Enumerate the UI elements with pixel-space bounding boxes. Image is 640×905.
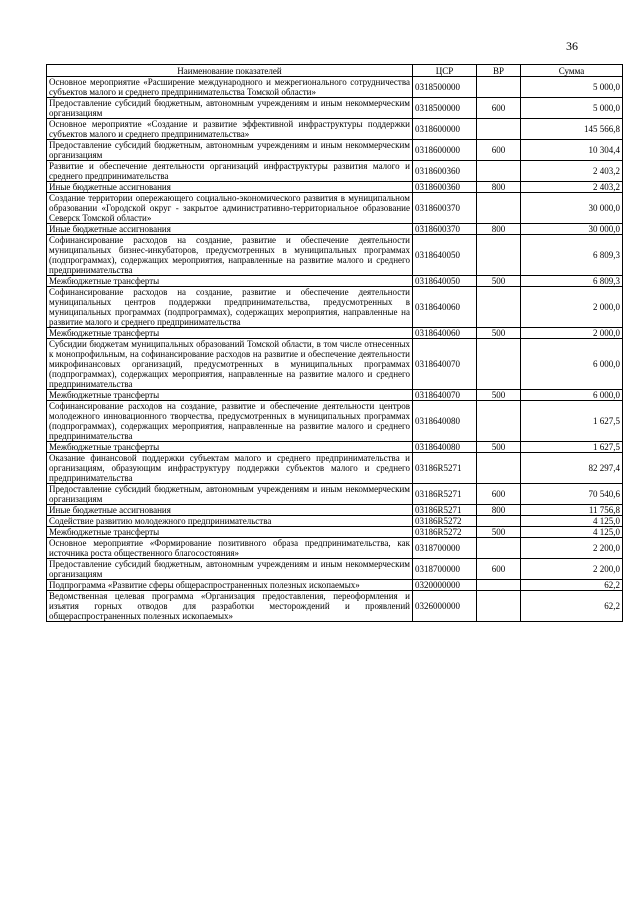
row-sum: 4 125,0 [521,527,623,538]
row-csr: 0318500000 [413,98,477,119]
row-sum: 62,2 [521,580,623,591]
table-row [47,287,623,328]
row-sum: 2 200,0 [521,538,623,559]
row-name: Софинансирование расходов на создание, развитие и обеспечение деятельности муниципальных центров поддержки предпринимательства, предусмотренных в муниципальных программах (подпрограммах), содержащих мероприятия, направленные на развитие малого и среднего предпринимательства [47,287,413,328]
row-vr: 800 [477,224,521,235]
row-name: Основное мероприятие «Расширение международного и межрегионального сотрудничества субъектов малого и среднего предпринимательства Томской области» [47,77,413,98]
row-name: Софинансирование расходов на создание, развитие и обеспечение деятельности центров молодежного инновационного творчества, предусмотренных в муниципальных программах (подпрограммах), содержащих мероприятия, направленные на развитие малого и среднего предпринимательства [47,401,413,442]
row-name: Межбюджетные трансферты [47,328,413,339]
table-row [47,119,623,140]
row-sum: 30 000,0 [521,193,623,224]
row-sum: 2 000,0 [521,328,623,339]
row-sum: 5 000,0 [521,98,623,119]
row-csr: 0318600370 [413,193,477,224]
row-vr: 600 [477,559,521,580]
row-sum: 6 809,3 [521,235,623,276]
row-name: Создание территории опережающего социально-экономического развития в муниципальном образовании «Городской округ - закрытое административно-территориальное образование Северск Томской области» [47,193,413,224]
row-csr: 0318600370 [413,224,477,235]
row-sum: 5 000,0 [521,77,623,98]
row-vr: 600 [477,98,521,119]
row-name: Предоставление субсидий бюджетным, автономным учреждениям и иным некоммерческим организациям [47,140,413,161]
row-csr: 0318640050 [413,235,477,276]
row-csr: 03186R5271 [413,453,477,484]
table-header-row [47,65,623,77]
row-vr: 600 [477,140,521,161]
table-row [47,276,623,287]
table-row [47,527,623,538]
row-vr [477,161,521,182]
row-name: Межбюджетные трансферты [47,442,413,453]
table-row [47,328,623,339]
table-row [47,182,623,193]
row-sum: 10 304,4 [521,140,623,161]
row-name: Предоставление субсидий бюджетным, автономным учреждениям и иным некоммерческим организациям [47,484,413,505]
row-name: Основное мероприятие «Создание и развитие эффективной инфраструктуры поддержки субъектов малого и среднего предпринимательства» [47,119,413,140]
row-vr: 500 [477,328,521,339]
table-row [47,193,623,224]
row-vr [477,580,521,591]
row-sum: 2 403,2 [521,161,623,182]
row-csr: 0318640060 [413,328,477,339]
row-csr: 03186R5271 [413,505,477,516]
row-vr: 800 [477,182,521,193]
row-sum: 6 000,0 [521,390,623,401]
header-sum: Сумма [521,65,623,77]
row-vr: 500 [477,390,521,401]
table-row [47,484,623,505]
row-name: Иные бюджетные ассигнования [47,505,413,516]
table-row [47,224,623,235]
row-vr [477,339,521,390]
row-sum: 2 200,0 [521,559,623,580]
row-csr: 0318600360 [413,182,477,193]
row-vr: 500 [477,527,521,538]
row-vr: 500 [477,276,521,287]
row-name: Основное мероприятие «Формирование позитивного образа предпринимательства, как источника роста общественного благосостояния» [47,538,413,559]
table-row [47,453,623,484]
row-sum: 82 297,4 [521,453,623,484]
row-sum: 1 627,5 [521,442,623,453]
row-csr: 0318700000 [413,538,477,559]
row-csr: 0318640060 [413,287,477,328]
row-vr [477,591,521,622]
header-name: Наименование показателей [47,65,413,77]
row-csr: 0318600000 [413,119,477,140]
budget-table [46,64,623,622]
row-vr [477,193,521,224]
row-name: Межбюджетные трансферты [47,527,413,538]
row-sum: 145 566,8 [521,119,623,140]
row-name: Предоставление субсидий бюджетным, автономным учреждениям и иным некоммерческим организациям [47,98,413,119]
row-vr [477,235,521,276]
table-row [47,339,623,390]
row-csr: 0318640070 [413,390,477,401]
row-name: Иные бюджетные ассигнования [47,182,413,193]
row-sum: 1 627,5 [521,401,623,442]
row-vr [477,287,521,328]
row-csr: 0318640070 [413,339,477,390]
table-row [47,580,623,591]
row-vr [477,401,521,442]
row-sum: 11 756,8 [521,505,623,516]
table-row [47,77,623,98]
row-name: Подпрограмма «Развитие сферы общераспространенных полезных ископаемых» [47,580,413,591]
row-name: Субсидии бюджетам муниципальных образований Томской области, в том числе отнесенных к монопрофильным, на софинансирование расходов на развитие и обеспечение деятельности микрофинансовых организаций, предусмотренных в муниципальных программах (подпрограммах), содержащих мероприятия, направленные на развитие малого и среднего предпринимательства [47,339,413,390]
row-sum: 2 403,2 [521,182,623,193]
row-csr: 0326000000 [413,591,477,622]
row-sum: 6 000,0 [521,339,623,390]
table-row [47,140,623,161]
row-sum: 62,2 [521,591,623,622]
row-csr: 0318640080 [413,401,477,442]
table-row [47,538,623,559]
row-name: Оказание финансовой поддержки субъектам малого и среднего предпринимательства и организациям, образующим инфраструктуру поддержки субъектов малого и среднего предпринимательства [47,453,413,484]
row-name: Софинансирование расходов на создание, развитие и обеспечение деятельности муниципальных бизнес-инкубаторов, предусмотренных в муниципальных программах (подпрограммах), содержащих мероприятия, направленные на развитие малого и среднего предпринимательства [47,235,413,276]
row-csr: 0318700000 [413,559,477,580]
table-row [47,516,623,527]
row-sum: 70 540,6 [521,484,623,505]
table-row [47,390,623,401]
row-vr: 600 [477,484,521,505]
row-csr: 03186R5272 [413,516,477,527]
row-vr [477,453,521,484]
page-number: 36 [566,39,578,53]
table-row [47,98,623,119]
table-row [47,235,623,276]
row-vr: 800 [477,505,521,516]
row-csr: 03186R5272 [413,527,477,538]
table-row [47,505,623,516]
row-vr: 500 [477,442,521,453]
row-sum: 2 000,0 [521,287,623,328]
row-csr: 03186R5271 [413,484,477,505]
row-vr [477,77,521,98]
row-vr [477,516,521,527]
header-vr: ВР [477,65,521,77]
row-name: Межбюджетные трансферты [47,276,413,287]
row-name: Межбюджетные трансферты [47,390,413,401]
row-csr: 0320000000 [413,580,477,591]
row-vr [477,538,521,559]
row-csr: 0318500000 [413,77,477,98]
row-vr [477,119,521,140]
row-csr: 0318600000 [413,140,477,161]
table-row [47,161,623,182]
row-csr: 0318640080 [413,442,477,453]
row-name: Содействие развитию молодежного предпринимательства [47,516,413,527]
table-row [47,591,623,622]
row-name: Предоставление субсидий бюджетным, автономным учреждениям и иным некоммерческим организациям [47,559,413,580]
row-sum: 6 809,3 [521,276,623,287]
row-name: Ведомственная целевая программа «Организация предоставления, переоформления и изъятия горных отводов для разработки месторождений и проявлений общераспространенных полезных ископаемых» [47,591,413,622]
header-csr: ЦСР [413,65,477,77]
row-csr: 0318640050 [413,276,477,287]
row-name: Развитие и обеспечение деятельности организаций инфраструктуры развития малого и среднего предпринимательства [47,161,413,182]
row-sum: 30 000,0 [521,224,623,235]
row-sum: 4 125,0 [521,516,623,527]
table-row [47,442,623,453]
table-row [47,401,623,442]
row-name: Иные бюджетные ассигнования [47,224,413,235]
table-row [47,559,623,580]
row-csr: 0318600360 [413,161,477,182]
